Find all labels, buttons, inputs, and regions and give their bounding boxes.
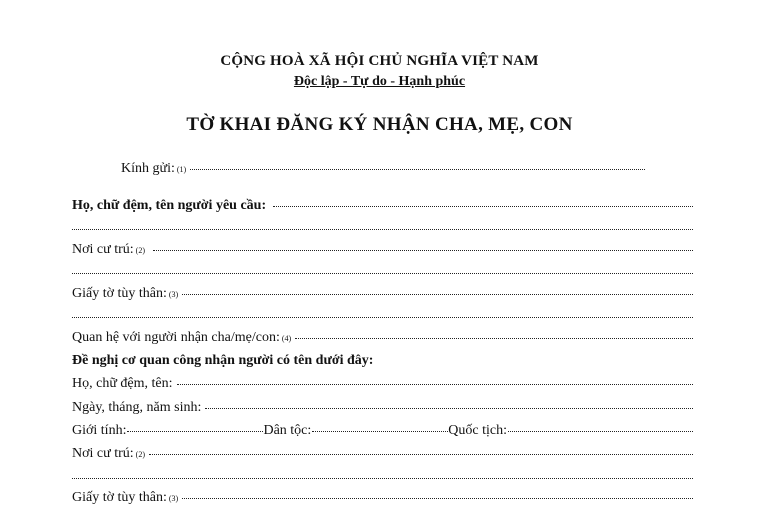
requester-residence-label: Nơi cư trú:	[72, 242, 134, 257]
national-motto: Độc lập - Tự do - Hạnh phúc	[293, 74, 466, 89]
recipient-field[interactable]	[190, 169, 645, 170]
subject-residence-row	[72, 445, 693, 463]
relation-label: Quan hệ với người nhận cha/mẹ/con:	[72, 330, 280, 345]
requester-name-continuation[interactable]	[72, 229, 693, 230]
requester-residence-note: (2)	[135, 246, 145, 255]
subject-gender-field[interactable]	[127, 431, 263, 432]
requester-name-field[interactable]	[273, 206, 693, 207]
subject-nationality-label: Quốc tịch:	[448, 423, 508, 438]
request-heading-row	[72, 352, 693, 370]
relation-note: (4)	[281, 334, 292, 343]
subject-dob-label: Ngày, tháng, năm sinh:	[72, 400, 202, 415]
recipient-label: Kính gửi:	[121, 161, 175, 176]
subject-name-label: Họ, chữ đệm, tên:	[72, 376, 173, 391]
subject-dob-row	[72, 399, 693, 417]
requester-id-row	[72, 285, 693, 303]
subject-demographics-row	[72, 422, 693, 440]
requester-id-label: Giấy tờ tùy thân:	[72, 286, 167, 301]
subject-id-field[interactable]	[182, 498, 693, 499]
requester-id-note: (3)	[168, 290, 179, 299]
subject-residence-note: (2)	[135, 450, 145, 459]
subject-id-label: Giấy tờ tùy thân:	[72, 490, 167, 505]
subject-id-row	[72, 489, 693, 507]
form-title: TỜ KHAI ĐĂNG KÝ NHẬN CHA, MẸ, CON	[186, 114, 573, 135]
subject-residence-continuation[interactable]	[72, 478, 693, 479]
requester-name-row	[72, 197, 693, 215]
subject-residence-label: Nơi cư trú:	[72, 446, 134, 461]
recipient-note: (1)	[176, 165, 187, 174]
requester-name-label: Họ, chữ đệm, tên người yêu cầu:	[72, 198, 267, 213]
requester-residence-continuation[interactable]	[72, 273, 693, 274]
subject-dob-field[interactable]	[205, 408, 693, 409]
requester-id-field[interactable]	[182, 294, 693, 295]
subject-nationality-field[interactable]	[508, 431, 693, 432]
relation-row	[72, 329, 693, 347]
relation-field[interactable]	[295, 338, 693, 339]
subject-name-field[interactable]	[177, 384, 693, 385]
national-title: CỘNG HOÀ XÃ HỘI CHỦ NGHĨA VIỆT NAM	[220, 53, 539, 69]
subject-gender-label: Giới tính:	[72, 423, 127, 438]
subject-name-row	[72, 375, 693, 393]
requester-id-continuation[interactable]	[72, 317, 693, 318]
recipient-row	[121, 160, 645, 178]
request-heading: Đề nghị cơ quan công nhận người có tên dưới đây:	[72, 353, 374, 368]
requester-residence-row	[72, 241, 693, 259]
subject-ethnicity-field[interactable]	[312, 431, 448, 432]
subject-id-note: (3)	[168, 494, 179, 503]
subject-ethnicity-label: Dân tộc:	[263, 423, 312, 438]
subject-residence-field[interactable]	[149, 454, 693, 455]
requester-residence-field[interactable]	[153, 250, 693, 251]
